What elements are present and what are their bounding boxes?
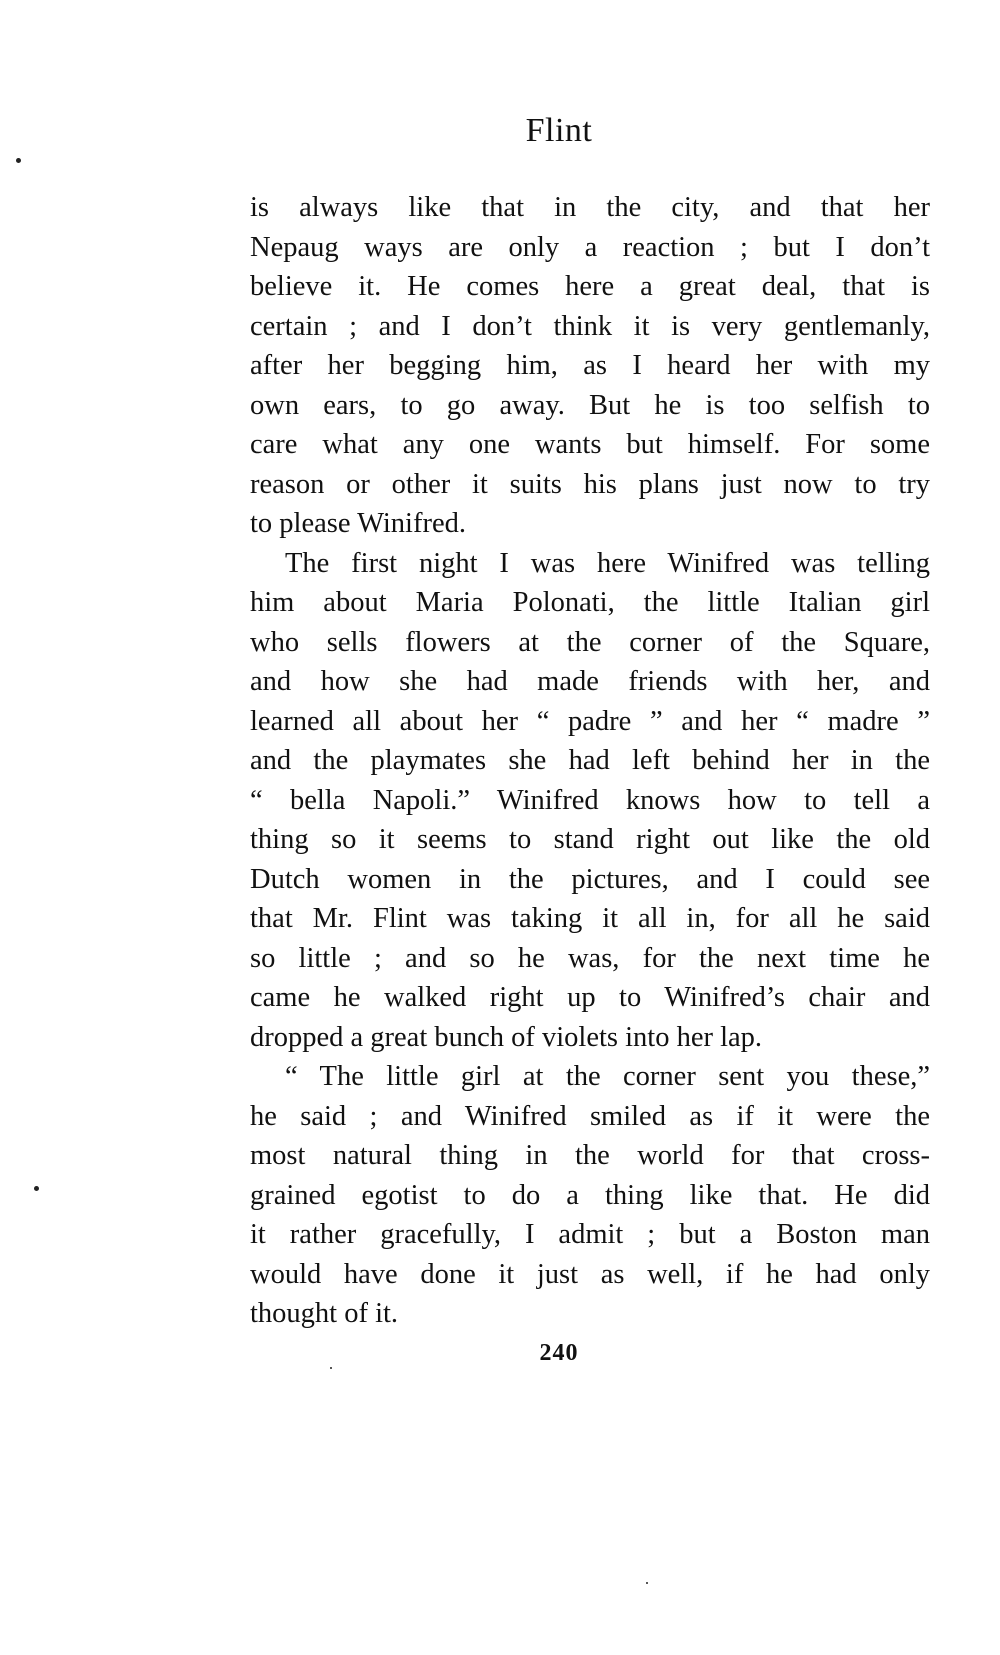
scan-speck: [16, 158, 21, 163]
running-title: Flint: [525, 112, 593, 149]
text-line: learned all about her “ padre ” and her “ madre ”: [250, 705, 930, 737]
paragraph: [250, 188, 930, 544]
scan-speck: [330, 1367, 332, 1369]
text-line: came he walked right up to Winifred’s chair and: [250, 982, 930, 1013]
text-line: believe it. He comes here a great deal, that is: [250, 271, 930, 302]
scan-speck: [34, 1186, 39, 1191]
text-line: and the playmates she had left behind her in the: [250, 745, 930, 776]
text-line: so little ; and so he was, for the next time he: [250, 942, 930, 974]
text-line: certain ; and I don’t think it is very gentlemanly,: [250, 310, 930, 342]
scan-speck: [646, 1582, 648, 1584]
text-line: dropped a great bunch of violets into her lap.: [250, 1021, 763, 1053]
text-line: would have done it just as well, if he had only: [250, 1258, 930, 1290]
text-line: “ bella Napoli.” Winifred knows how to tell a: [250, 784, 930, 816]
paragraph: [250, 544, 930, 1058]
text-line: and how she had made friends with her, and: [250, 666, 930, 697]
text-line: it rather gracefully, I admit ; but a Boston man: [250, 1219, 930, 1250]
text-line: own ears, to go away. But he is too selfish to: [250, 389, 930, 421]
text-line: he said ; and Winifred smiled as if it were the: [250, 1100, 930, 1132]
text-line: thing so it seems to stand right out like the old: [250, 824, 930, 855]
text-line: thought of it.: [250, 1298, 399, 1329]
text-line: reason or other it suits his plans just now to try: [250, 468, 930, 500]
text-line: is always like that in the city, and that her: [250, 192, 930, 223]
text-line: that Mr. Flint was taking it all in, for all he said: [250, 903, 930, 934]
text-line: him about Maria Polonati, the little Italian girl: [250, 587, 930, 618]
text-line: The first night I was here Winifred was telling: [285, 547, 930, 579]
text-line: “ The little girl at the corner sent you these,”: [285, 1061, 930, 1092]
text-line: after her begging him, as I heard her with my: [250, 350, 930, 381]
text-line: to please Winifred.: [250, 508, 466, 539]
text-line: who sells flowers at the corner of the Square,: [250, 626, 930, 658]
paragraph: [250, 1057, 930, 1334]
text-line: most natural thing in the world for that cross-: [250, 1140, 930, 1171]
text-line: Dutch women in the pictures, and I could see: [250, 863, 930, 895]
text-line: Nepaug ways are only a reaction ; but I don’t: [250, 231, 930, 263]
text-line: grained egotist to do a thing like that. He did: [250, 1179, 930, 1211]
page-number: 240: [539, 1340, 579, 1366]
text-line: care what any one wants but himself. For some: [250, 429, 930, 460]
body-text: [250, 188, 930, 1334]
